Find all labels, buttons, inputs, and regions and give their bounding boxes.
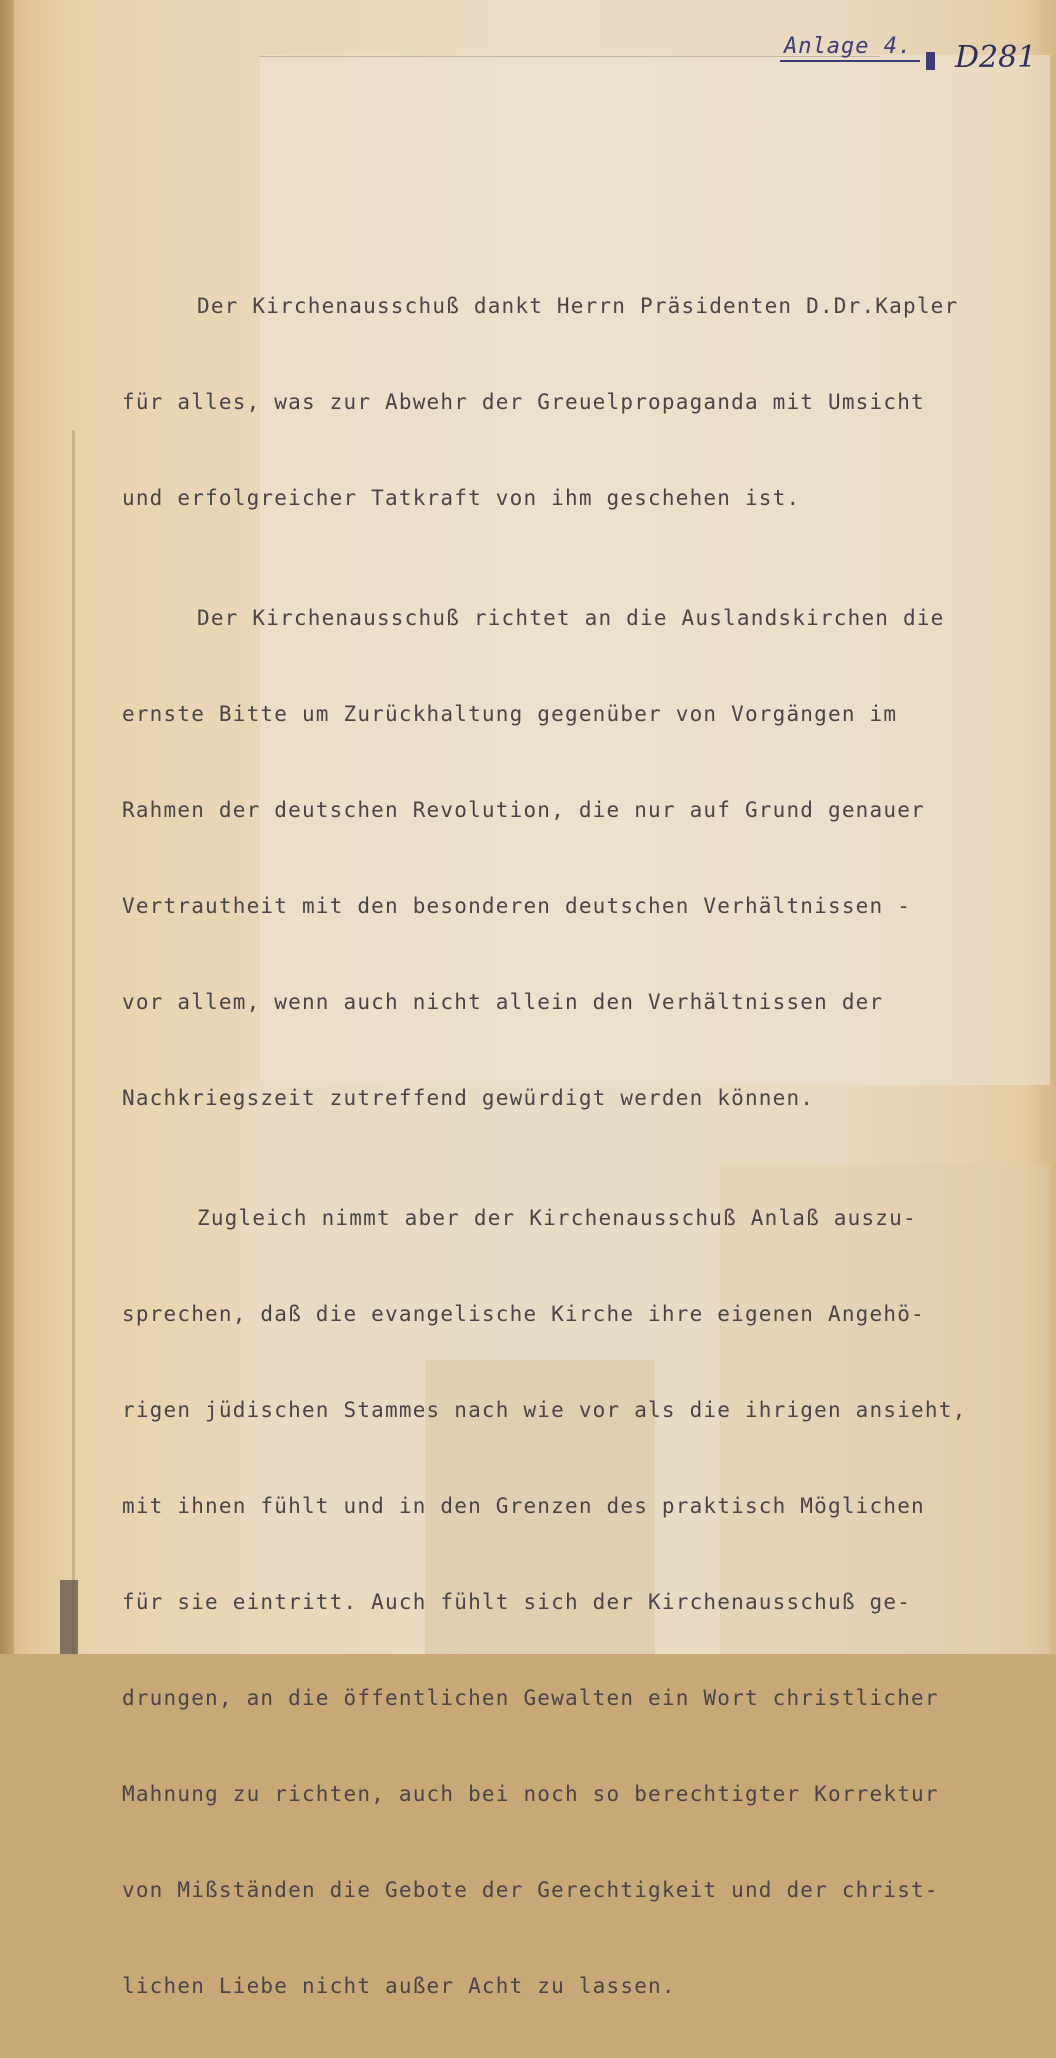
text-line: Nachkriegszeit zutreffend gewürdigt werden können. bbox=[122, 1086, 815, 1110]
text-line: vor allem, wenn auch nicht allein den Verhältnissen der bbox=[122, 990, 884, 1014]
stamp-mark bbox=[926, 52, 935, 70]
text-line: Zugleich nimmt aber der Kirchenausschuß Anlaß auszu- bbox=[197, 1206, 917, 1230]
text-line: lichen Liebe nicht außer Acht zu lassen. bbox=[122, 1974, 676, 1998]
text-line: Mahnung zu richten, auch bei noch so berechtigter Korrektur bbox=[122, 1782, 939, 1806]
paper-fold bbox=[72, 430, 75, 1654]
typewritten-body bbox=[122, 210, 1042, 2058]
text-line: und erfolgreicher Tatkraft von ihm geschehen ist. bbox=[122, 486, 801, 510]
text-line: von Mißständen die Gebote der Gerechtigkeit und der christ- bbox=[122, 1878, 939, 1902]
text-line: für alles, was zur Abwehr der Greuelpropaganda mit Umsicht bbox=[122, 390, 925, 414]
text-line: drungen, an die öffentlichen Gewalten ein Wort christlicher bbox=[122, 1686, 939, 1710]
text-line: ernste Bitte um Zurückhaltung gegenüber von Vorgängen im bbox=[122, 702, 898, 726]
text-line: für sie eintritt. Auch fühlt sich der Kirchenausschuß ge- bbox=[122, 1590, 912, 1614]
paper-tear bbox=[60, 1580, 78, 1654]
text-line: Der Kirchenausschuß dankt Herrn Präsidenten D.Dr.Kapler bbox=[197, 294, 959, 318]
text-line: rigen jüdischen Stammes nach wie vor als die ihrigen ansieht, bbox=[122, 1398, 967, 1422]
text-line: mit ihnen fühlt und in den Grenzen des praktisch Möglichen bbox=[122, 1494, 925, 1518]
text-line: sprechen, daß die evangelische Kirche ihre eigenen Angehö- bbox=[122, 1302, 925, 1326]
archive-number: D281 bbox=[955, 40, 1037, 75]
text-line: Vertrautheit mit den besonderen deutschen Verhältnissen - bbox=[122, 894, 912, 918]
text-line: Der Kirchenausschuß richtet an die Auslandskirchen die bbox=[197, 606, 945, 630]
text-line: Rahmen der deutschen Revolution, die nur auf Grund genauer bbox=[122, 798, 925, 822]
stamp-underline bbox=[780, 60, 920, 62]
binding-edge bbox=[0, 0, 14, 1654]
attachment-stamp: Anlage 4. bbox=[784, 34, 913, 59]
